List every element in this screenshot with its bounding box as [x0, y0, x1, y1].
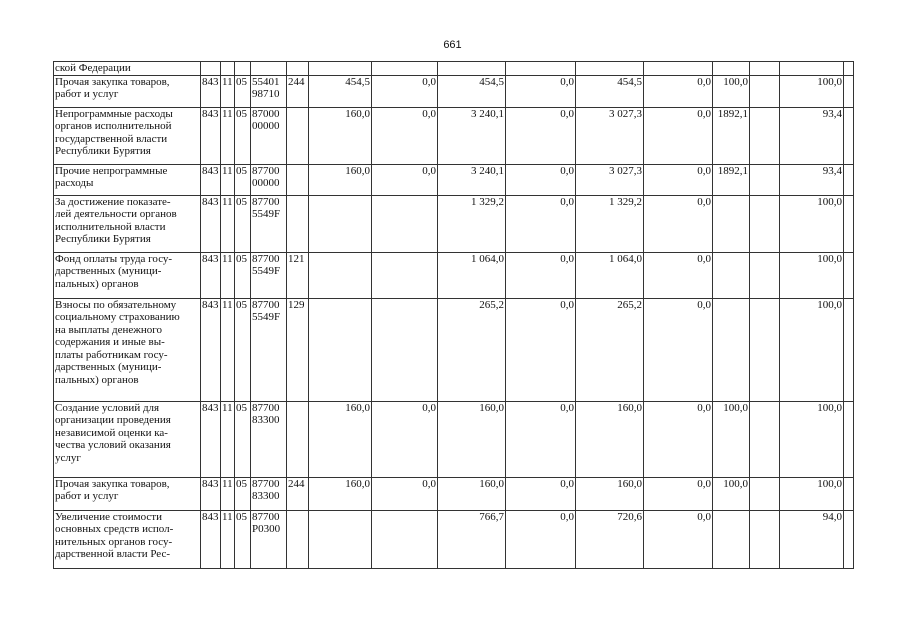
cell-csr: 87700 83300: [251, 401, 287, 477]
cell-value-4: 0,0: [506, 510, 576, 568]
cell-value-3: 160,0: [438, 477, 506, 510]
cell-value-6: 0,0: [644, 164, 713, 195]
cell-value-9: 93,4: [780, 107, 844, 164]
cell-value-5: 454,5: [576, 75, 644, 107]
cell-gr: 843: [201, 477, 221, 510]
cell-spacer: [844, 510, 854, 568]
cell-value-4: 0,0: [506, 164, 576, 195]
cell-value-9: 100,0: [780, 252, 844, 298]
cell-value-7: 100,0: [713, 477, 750, 510]
cell-value-6: 0,0: [644, 401, 713, 477]
cell-spacer: [844, 477, 854, 510]
cell-spacer: [844, 107, 854, 164]
cell-value-6: 0,0: [644, 75, 713, 107]
cell-value-5: [576, 62, 644, 76]
cell-value-7: [713, 62, 750, 76]
row-name: Взносы по обязательному социальному страхованию на выплаты денежного содержания и иные вы- платы работникам госу- дарственных (муници- пальных) органов: [54, 298, 201, 401]
cell-gr: 843: [201, 401, 221, 477]
cell-rz: 11: [221, 107, 235, 164]
table-row: [54, 107, 854, 164]
cell-value-4: 0,0: [506, 401, 576, 477]
cell-value-6: 0,0: [644, 252, 713, 298]
cell-value-7: [713, 298, 750, 401]
cell-value-2: 0,0: [372, 164, 438, 195]
cell-value-4: 0,0: [506, 75, 576, 107]
row-name: Прочие непрограммные расходы: [54, 164, 201, 195]
cell-csr: [251, 62, 287, 76]
row-name: Прочая закупка товаров, работ и услуг: [54, 75, 201, 107]
table-row: [54, 401, 854, 477]
cell-gr: 843: [201, 107, 221, 164]
table-row: [54, 164, 854, 195]
page-number: 661: [443, 39, 462, 51]
cell-value-7: 1892,1: [713, 164, 750, 195]
cell-pr: 05: [235, 401, 251, 477]
cell-value-1: 160,0: [309, 477, 372, 510]
cell-pr: 05: [235, 107, 251, 164]
cell-csr: 87700 83300: [251, 477, 287, 510]
cell-value-2: [372, 252, 438, 298]
cell-value-2: 0,0: [372, 401, 438, 477]
cell-value-3: 1 064,0: [438, 252, 506, 298]
cell-gr: 843: [201, 252, 221, 298]
cell-value-9: 100,0: [780, 75, 844, 107]
cell-value-8: [750, 195, 780, 252]
cell-gr: 843: [201, 510, 221, 568]
cell-vr: [287, 195, 309, 252]
cell-csr: 87700 5549F: [251, 195, 287, 252]
cell-value-3: 3 240,1: [438, 107, 506, 164]
cell-vr: [287, 62, 309, 76]
cell-value-5: 1 329,2: [576, 195, 644, 252]
cell-spacer: [844, 164, 854, 195]
cell-gr: [201, 62, 221, 76]
table-row: [54, 510, 854, 568]
cell-pr: 05: [235, 75, 251, 107]
cell-value-4: 0,0: [506, 252, 576, 298]
cell-value-6: 0,0: [644, 477, 713, 510]
cell-vr: 244: [287, 477, 309, 510]
cell-value-9: [780, 62, 844, 76]
cell-value-5: 3 027,3: [576, 164, 644, 195]
cell-value-6: 0,0: [644, 195, 713, 252]
cell-rz: 11: [221, 252, 235, 298]
cell-vr: 129: [287, 298, 309, 401]
cell-value-8: [750, 75, 780, 107]
cell-value-5: 160,0: [576, 477, 644, 510]
cell-value-4: 0,0: [506, 107, 576, 164]
cell-pr: 05: [235, 252, 251, 298]
cell-value-9: 93,4: [780, 164, 844, 195]
cell-pr: 05: [235, 477, 251, 510]
cell-pr: 05: [235, 195, 251, 252]
cell-gr: 843: [201, 75, 221, 107]
cell-vr: [287, 510, 309, 568]
cell-value-9: 100,0: [780, 195, 844, 252]
cell-value-9: 100,0: [780, 477, 844, 510]
table-row: [54, 62, 854, 76]
cell-value-3: [438, 62, 506, 76]
row-name: ской Федерации: [54, 62, 201, 76]
cell-value-5: 3 027,3: [576, 107, 644, 164]
cell-value-1: 160,0: [309, 401, 372, 477]
cell-csr: 87700 5549F: [251, 252, 287, 298]
cell-rz: 11: [221, 298, 235, 401]
cell-pr: [235, 62, 251, 76]
cell-csr: 87700 00000: [251, 164, 287, 195]
row-name: Увеличение стоимости основных средств испол- нительных органов госу- дарственной власти Рес-: [54, 510, 201, 568]
cell-value-8: [750, 252, 780, 298]
cell-value-1: 454,5: [309, 75, 372, 107]
cell-vr: [287, 164, 309, 195]
cell-value-2: [372, 510, 438, 568]
cell-spacer: [844, 401, 854, 477]
row-name: Фонд оплаты труда госу- дарственных (муници- пальных) органов: [54, 252, 201, 298]
cell-value-6: 0,0: [644, 107, 713, 164]
cell-value-5: 160,0: [576, 401, 644, 477]
cell-value-1: [309, 195, 372, 252]
cell-gr: 843: [201, 164, 221, 195]
cell-value-7: [713, 510, 750, 568]
cell-value-8: [750, 62, 780, 76]
table-row: [54, 252, 854, 298]
cell-spacer: [844, 298, 854, 401]
cell-pr: 05: [235, 510, 251, 568]
cell-rz: 11: [221, 195, 235, 252]
cell-rz: 11: [221, 164, 235, 195]
cell-csr: 87000 00000: [251, 107, 287, 164]
cell-value-2: 0,0: [372, 477, 438, 510]
cell-vr: 244: [287, 75, 309, 107]
cell-value-4: [506, 62, 576, 76]
cell-value-3: 265,2: [438, 298, 506, 401]
cell-value-8: [750, 510, 780, 568]
cell-value-3: 1 329,2: [438, 195, 506, 252]
cell-rz: 11: [221, 477, 235, 510]
cell-value-1: [309, 252, 372, 298]
cell-rz: 11: [221, 75, 235, 107]
cell-value-9: 94,0: [780, 510, 844, 568]
cell-value-7: 100,0: [713, 401, 750, 477]
cell-vr: [287, 401, 309, 477]
cell-value-8: [750, 401, 780, 477]
budget-table: [53, 61, 854, 569]
row-name: Прочая закупка товаров, работ и услуг: [54, 477, 201, 510]
cell-value-4: 0,0: [506, 477, 576, 510]
cell-gr: 843: [201, 195, 221, 252]
cell-rz: 11: [221, 401, 235, 477]
cell-value-8: [750, 164, 780, 195]
cell-value-2: [372, 298, 438, 401]
cell-value-2: 0,0: [372, 107, 438, 164]
cell-spacer: [844, 252, 854, 298]
cell-gr: 843: [201, 298, 221, 401]
cell-value-7: [713, 252, 750, 298]
cell-value-3: 766,7: [438, 510, 506, 568]
cell-value-1: [309, 62, 372, 76]
cell-rz: 11: [221, 510, 235, 568]
cell-value-8: [750, 107, 780, 164]
cell-pr: 05: [235, 298, 251, 401]
cell-value-1: 160,0: [309, 164, 372, 195]
row-name: Создание условий для организации проведения независимой оценки ка- чества условий оказания услуг: [54, 401, 201, 477]
cell-value-3: 160,0: [438, 401, 506, 477]
cell-value-1: [309, 298, 372, 401]
cell-rz: [221, 62, 235, 76]
cell-vr: 121: [287, 252, 309, 298]
cell-value-1: [309, 510, 372, 568]
cell-pr: 05: [235, 164, 251, 195]
cell-value-7: 100,0: [713, 75, 750, 107]
cell-value-6: 0,0: [644, 510, 713, 568]
cell-value-7: [713, 195, 750, 252]
cell-vr: [287, 107, 309, 164]
table-row: [54, 477, 854, 510]
cell-value-1: 160,0: [309, 107, 372, 164]
cell-value-2: [372, 195, 438, 252]
cell-csr: 55401 98710: [251, 75, 287, 107]
cell-value-5: 265,2: [576, 298, 644, 401]
cell-value-4: 0,0: [506, 195, 576, 252]
table-row: [54, 298, 854, 401]
cell-value-2: [372, 62, 438, 76]
row-name: Непрограммные расходы органов исполнительной государственной власти Республики Бурятия: [54, 107, 201, 164]
cell-csr: 87700 5549F: [251, 298, 287, 401]
cell-value-3: 3 240,1: [438, 164, 506, 195]
cell-value-2: 0,0: [372, 75, 438, 107]
cell-value-4: 0,0: [506, 298, 576, 401]
cell-spacer: [844, 195, 854, 252]
cell-value-3: 454,5: [438, 75, 506, 107]
cell-csr: 87700 P0300: [251, 510, 287, 568]
cell-value-5: 1 064,0: [576, 252, 644, 298]
cell-value-9: 100,0: [780, 401, 844, 477]
cell-value-8: [750, 298, 780, 401]
cell-value-6: 0,0: [644, 298, 713, 401]
table-row: [54, 75, 854, 107]
cell-value-9: 100,0: [780, 298, 844, 401]
cell-spacer: [844, 75, 854, 107]
row-name: За достижение показате- лей деятельности органов исполнительной власти Республики Бурятия: [54, 195, 201, 252]
cell-value-6: [644, 62, 713, 76]
table-row: [54, 195, 854, 252]
cell-value-5: 720,6: [576, 510, 644, 568]
cell-value-8: [750, 477, 780, 510]
cell-value-7: 1892,1: [713, 107, 750, 164]
cell-spacer: [844, 62, 854, 76]
